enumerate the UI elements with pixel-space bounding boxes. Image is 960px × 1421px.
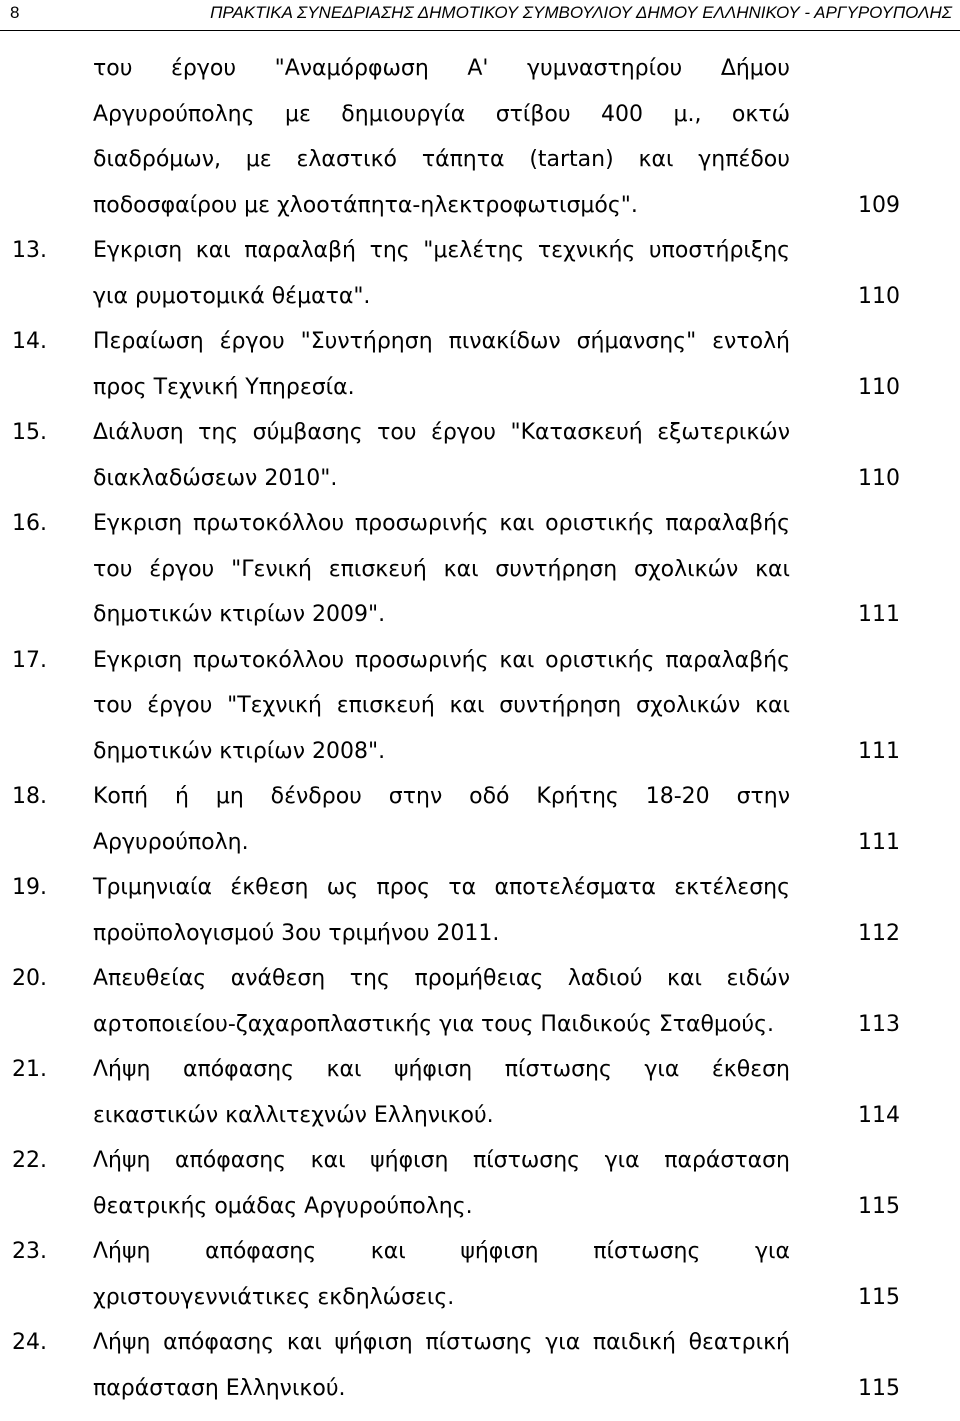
agenda-list: [0, 46, 960, 1411]
agenda-item-line: Περαίωση έργου "Συντήρηση πινακίδων σήμανσης" εντολή: [93, 329, 790, 354]
agenda-item-page-number: 115: [858, 1284, 900, 1310]
agenda-item-line: Λήψη απόφασης και ψήφιση πίστωσης για έκθεση: [93, 1057, 790, 1082]
agenda-item-text: [93, 1047, 790, 1138]
agenda-item-line: του έργου "Αναμόρφωση Α' γυμναστηρίου Δήμου: [93, 56, 790, 81]
agenda-item-text: [93, 956, 790, 1047]
agenda-item-line: διαδρόμων, με ελαστικό τάπητα (tartan) και γηπέδου: [93, 147, 790, 172]
agenda-item-page-number: 115: [858, 1193, 900, 1219]
agenda-item: [0, 410, 960, 501]
agenda-item-number: 20.: [12, 966, 47, 991]
agenda-item-line: Αργυρούπολης με δημιουργία στίβου 400 μ., οκτώ: [93, 101, 790, 127]
agenda-item: [0, 865, 960, 956]
agenda-item-line: Απευθείας ανάθεση της προμήθειας λαδιού και ειδών: [93, 966, 790, 991]
agenda-item-number: 14.: [12, 329, 47, 354]
agenda-item-number: 17.: [12, 647, 47, 673]
agenda-item: [0, 319, 960, 410]
agenda-item-line: Λήψη απόφασης και ψήφιση πίστωσης για παιδική θεατρική: [93, 1330, 790, 1355]
agenda-item: [0, 1138, 960, 1229]
running-title: ΠΡΑΚΤΙΚΑ ΣΥΝΕΔΡΙΑΣΗΣ ΔΗΜΟΤΙΚΟΥ ΣΥΜΒΟΥΛΙΟΥ ΔΗΜΟΥ ΕΛΛΗΝΙΚΟΥ - ΑΡΓΥΡΟΥΠΟΛΗΣ: [210, 3, 952, 22]
agenda-item-number: 19.: [12, 875, 47, 900]
agenda-item-text: [93, 501, 790, 638]
agenda-item: [0, 638, 960, 775]
agenda-item-line: Εγκριση και παραλαβή της "μελέτης τεχνικής υποστήριξης: [93, 238, 790, 263]
agenda-item: [0, 1047, 960, 1138]
agenda-item-text: [93, 1229, 790, 1320]
agenda-item-page-number: 110: [858, 283, 900, 309]
agenda-item-number: 13.: [12, 238, 47, 263]
agenda-item: [0, 501, 960, 638]
agenda-item: [0, 774, 960, 865]
agenda-item-number: 15.: [12, 420, 47, 445]
agenda-item-page-number: 114: [858, 1102, 900, 1128]
page-number: 8: [10, 3, 20, 22]
agenda-item-line: Εγκριση πρωτοκόλλου προσωρινής και οριστικής παραλαβής: [93, 511, 790, 536]
agenda-item-line: παράσταση Ελληνικού.: [93, 1375, 346, 1401]
agenda-item-page-number: 111: [858, 829, 900, 855]
header-divider: [0, 30, 960, 31]
agenda-item-line: ποδοσφαίρου με χλοοτάπητα-ηλεκτροφωτισμός".: [93, 192, 638, 218]
agenda-item-text: [93, 1320, 790, 1411]
agenda-item-page-number: 109: [858, 192, 900, 218]
agenda-item-number: 23.: [12, 1239, 47, 1264]
agenda-item-page-number: 113: [858, 1011, 900, 1037]
agenda-item: [0, 46, 960, 228]
agenda-item-number: 18.: [12, 784, 47, 809]
agenda-item-line: Λήψη απόφασης και ψήφιση πίστωσης για: [93, 1239, 790, 1264]
agenda-item-text: [93, 638, 790, 775]
agenda-item-number: 22.: [12, 1148, 47, 1173]
agenda-item-line: δημοτικών κτιρίων 2009".: [93, 602, 386, 627]
agenda-item-page-number: 110: [858, 374, 900, 400]
agenda-item: [0, 1229, 960, 1320]
agenda-item: [0, 228, 960, 319]
agenda-item-page-number: 111: [858, 738, 900, 764]
agenda-item-page-number: 115: [858, 1375, 900, 1401]
agenda-item-line: Αργυρούπολη.: [93, 829, 249, 855]
agenda-item-line: αρτοποιείου-ζαχαροπλαστικής για τους Παιδικούς Σταθμούς.: [93, 1011, 775, 1037]
agenda-item-line: διακλαδώσεων 2010".: [93, 465, 338, 491]
agenda-item-number: 24.: [12, 1330, 47, 1355]
agenda-item-line: προς Τεχνική Υπηρεσία.: [93, 374, 355, 400]
agenda-item-line: χριστουγεννιάτικες εκδηλώσεις.: [93, 1284, 455, 1310]
agenda-item-text: [93, 228, 790, 319]
agenda-item-line: Τριμηνιαία έκθεση ως προς τα αποτελέσματα εκτέλεσης: [93, 875, 790, 900]
agenda-item-text: [93, 319, 790, 410]
agenda-item: [0, 1320, 960, 1411]
agenda-item-number: 16.: [12, 511, 47, 536]
agenda-item-line: δημοτικών κτιρίων 2008".: [93, 738, 386, 764]
agenda-item-text: [93, 774, 790, 865]
agenda-item-text: [93, 410, 790, 501]
agenda-item-line: Κοπή ή μη δένδρου στην οδό Κρήτης 18-20 στην: [93, 784, 790, 809]
agenda-item-number: 21.: [12, 1057, 47, 1082]
page-header: [0, 0, 960, 36]
agenda-item-line: του έργου "Γενική επισκευή και συντήρηση σχολικών και: [93, 556, 790, 582]
agenda-item-line: εικαστικών καλλιτεχνών Ελληνικού.: [93, 1102, 494, 1128]
agenda-item-text: [93, 1138, 790, 1229]
agenda-item-line: θεατρικής ομάδας Αργυρούπολης.: [93, 1193, 473, 1219]
agenda-item-page-number: 110: [858, 465, 900, 491]
agenda-item: [0, 956, 960, 1047]
agenda-item-line: Λήψη απόφασης και ψήφιση πίστωσης για παράσταση: [93, 1148, 790, 1173]
agenda-item-page-number: 112: [858, 920, 900, 946]
agenda-item-text: [93, 46, 790, 228]
agenda-item-line: του έργου "Τεχνική επισκευή και συντήρηση σχολικών και: [93, 693, 790, 718]
agenda-item-line: για ρυμοτομικά θέματα".: [93, 283, 371, 309]
agenda-item-page-number: 111: [858, 602, 900, 627]
agenda-item-line: προϋπολογισμού 3ου τριμήνου 2011.: [93, 920, 500, 946]
agenda-item-line: Εγκριση πρωτοκόλλου προσωρινής και οριστικής παραλαβής: [93, 647, 790, 673]
agenda-item-line: Διάλυση της σύμβασης του έργου "Κατασκευή εξωτερικών: [93, 420, 790, 445]
agenda-item-text: [93, 865, 790, 956]
